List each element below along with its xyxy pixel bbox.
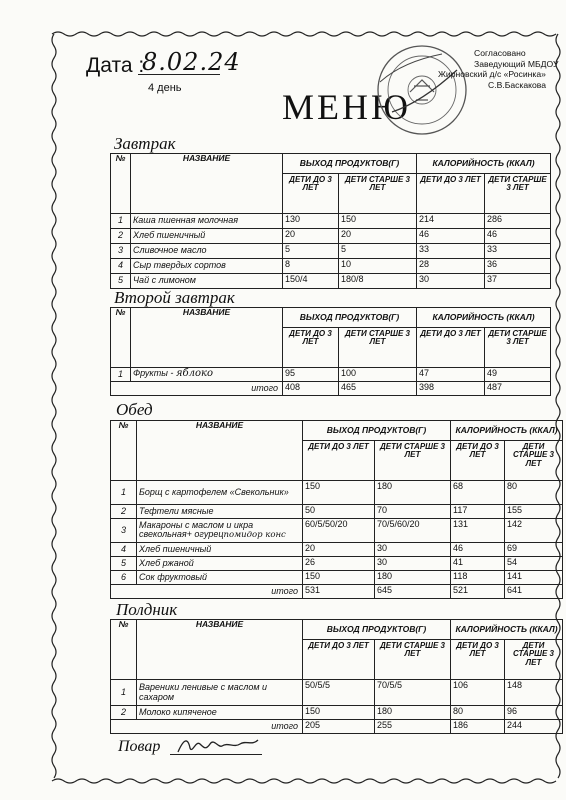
breakfast-table <box>110 153 551 289</box>
calories-over3: 49 <box>485 368 551 382</box>
dish-name: Молоко кипяченое <box>137 706 303 720</box>
row-num: 3 <box>111 244 131 259</box>
calories-under3: 131 <box>451 519 505 543</box>
col-output-over3: ДЕТИ СТАРШЕ 3 ЛЕТ <box>339 174 417 214</box>
col-num-header: № <box>111 154 131 214</box>
output-under3: 50/5/5 <box>303 680 375 706</box>
dish-name: Сыр твердых сортов <box>131 259 283 274</box>
table-row <box>111 519 563 543</box>
col-output-header: ВЫХОД ПРОДУКТОВ(Г) <box>283 154 417 174</box>
total-calories-under3: 521 <box>451 585 505 599</box>
table-row <box>111 229 551 244</box>
output-over3: 150 <box>339 214 417 229</box>
total-output-under3: 408 <box>283 382 339 396</box>
table-row <box>111 706 563 720</box>
output-over3: 180/8 <box>339 274 417 289</box>
calories-under3: 28 <box>417 259 485 274</box>
total-output-over3: 465 <box>339 382 417 396</box>
row-num: 3 <box>111 519 137 543</box>
output-under3: 150 <box>303 571 375 585</box>
col-cal-under3: ДЕТИ ДО 3 ЛЕТ <box>451 441 505 481</box>
total-output-over3: 255 <box>375 720 451 734</box>
col-output-over3: ДЕТИ СТАРШЕ 3 ЛЕТ <box>375 640 451 680</box>
calories-under3: 118 <box>451 571 505 585</box>
col-calories-header: КАЛОРИЙНОСТЬ (ККАЛ) <box>451 421 563 441</box>
dish-name <box>137 519 303 543</box>
total-calories-under3: 186 <box>451 720 505 734</box>
table-row <box>111 368 551 382</box>
output-under3: 150 <box>303 706 375 720</box>
col-name-header: НАЗВАНИЕ <box>137 620 303 680</box>
total-output-under3: 531 <box>303 585 375 599</box>
output-over3: 100 <box>339 368 417 382</box>
total-label: итого <box>111 585 303 599</box>
date-underline <box>138 74 220 75</box>
col-calories-header: КАЛОРИЙНОСТЬ (ККАЛ) <box>451 620 563 640</box>
table-row <box>111 244 551 259</box>
output-under3: 50 <box>303 505 375 519</box>
output-under3: 20 <box>283 229 339 244</box>
calories-under3: 47 <box>417 368 485 382</box>
date-label: Дата : <box>86 54 145 77</box>
table-row <box>111 481 563 505</box>
col-output-header: ВЫХОД ПРОДУКТОВ(Г) <box>283 308 417 328</box>
output-over3: 30 <box>375 557 451 571</box>
col-output-under3: ДЕТИ ДО 3 ЛЕТ <box>303 640 375 680</box>
col-output-under3: ДЕТИ ДО 3 ЛЕТ <box>283 174 339 214</box>
row-num: 1 <box>111 680 137 706</box>
output-over3: 5 <box>339 244 417 259</box>
dish-name-printed: Макароны с маслом и икра свекольная+ огурец <box>139 519 254 540</box>
snack-table <box>110 619 563 734</box>
dish-name: Хлеб пшеничный <box>137 543 303 557</box>
row-num: 4 <box>111 543 137 557</box>
output-over3: 10 <box>339 259 417 274</box>
output-under3: 8 <box>283 259 339 274</box>
total-row <box>111 585 563 599</box>
output-under3: 130 <box>283 214 339 229</box>
dish-name <box>131 368 283 382</box>
table-row <box>111 543 563 557</box>
approval-block <box>438 48 559 90</box>
row-num: 6 <box>111 571 137 585</box>
table-row <box>111 259 551 274</box>
col-output-over3: ДЕТИ СТАРШЕ 3 ЛЕТ <box>375 441 451 481</box>
row-num: 2 <box>111 505 137 519</box>
dish-name: Вареники ленивые с маслом и сахаром <box>137 680 303 706</box>
output-over3: 70/5/60/20 <box>375 519 451 543</box>
total-output-under3: 205 <box>303 720 375 734</box>
approval-line-2: Заведующий МБДОУ <box>474 58 559 69</box>
row-num: 2 <box>111 229 131 244</box>
dish-name: Чай с лимоном <box>131 274 283 289</box>
calories-over3: 37 <box>485 274 551 289</box>
section-title-snack: Полдник <box>116 600 178 619</box>
signature-line <box>170 754 262 755</box>
calories-over3: 46 <box>485 229 551 244</box>
total-calories-over3: 244 <box>505 720 563 734</box>
section-title-lunch: Обед <box>116 400 153 419</box>
lunch-table <box>110 420 563 599</box>
col-calories-header: КАЛОРИЙНОСТЬ (ККАЛ) <box>417 154 551 174</box>
table-row <box>111 571 563 585</box>
row-num: 1 <box>111 481 137 505</box>
col-num-header: № <box>111 308 131 368</box>
row-num: 2 <box>111 706 137 720</box>
output-over3: 70/5/5 <box>375 680 451 706</box>
col-cal-over3: ДЕТИ СТАРШЕ 3 ЛЕТ <box>505 441 563 481</box>
output-over3: 180 <box>375 706 451 720</box>
total-calories-over3: 487 <box>485 382 551 396</box>
table-row <box>111 557 563 571</box>
dish-name-handwritten: яблоко <box>175 368 213 380</box>
col-num-header: № <box>111 620 137 680</box>
approval-line-3: Жирновский д/с «Росинка» <box>438 69 546 80</box>
output-under3: 60/5/50/20 <box>303 519 375 543</box>
date-value-handwritten: 8.02.24 <box>142 48 241 76</box>
calories-under3: 117 <box>451 505 505 519</box>
total-row <box>111 720 563 734</box>
calories-under3: 106 <box>451 680 505 706</box>
row-num: 5 <box>111 557 137 571</box>
row-num: 4 <box>111 259 131 274</box>
dish-name-handwritten: помидор конс <box>223 530 286 541</box>
total-output-over3: 645 <box>375 585 451 599</box>
calories-over3: 80 <box>505 481 563 505</box>
second-breakfast-table <box>110 307 551 396</box>
calories-under3: 41 <box>451 557 505 571</box>
dish-name: Сок фруктовый <box>137 571 303 585</box>
col-cal-under3: ДЕТИ ДО 3 ЛЕТ <box>417 174 485 214</box>
output-over3: 30 <box>375 543 451 557</box>
row-num: 1 <box>111 214 131 229</box>
col-cal-over3: ДЕТИ СТАРШЕ 3 ЛЕТ <box>485 174 551 214</box>
col-name-header: НАЗВАНИЕ <box>131 154 283 214</box>
dish-name: Каша пшенная молочная <box>131 214 283 229</box>
total-label: итого <box>111 382 283 396</box>
total-label: итого <box>111 720 303 734</box>
table-row <box>111 214 551 229</box>
col-output-over3: ДЕТИ СТАРШЕ 3 ЛЕТ <box>339 328 417 368</box>
calories-under3: 30 <box>417 274 485 289</box>
output-under3: 150/4 <box>283 274 339 289</box>
col-cal-over3: ДЕТИ СТАРШЕ 3 ЛЕТ <box>485 328 551 368</box>
dish-name: Хлеб ржаной <box>137 557 303 571</box>
official-stamp-icon <box>372 42 472 138</box>
calories-over3: 142 <box>505 519 563 543</box>
col-name-header: НАЗВАНИЕ <box>131 308 283 368</box>
total-calories-over3: 641 <box>505 585 563 599</box>
calories-over3: 69 <box>505 543 563 557</box>
calories-under3: 68 <box>451 481 505 505</box>
col-calories-header: КАЛОРИЙНОСТЬ (ККАЛ) <box>417 308 551 328</box>
table-row <box>111 274 551 289</box>
col-cal-under3: ДЕТИ ДО 3 ЛЕТ <box>417 328 485 368</box>
col-name-header: НАЗВАНИЕ <box>137 421 303 481</box>
dish-name: Сливочное масло <box>131 244 283 259</box>
row-num: 1 <box>111 368 131 382</box>
col-output-header: ВЫХОД ПРОДУКТОВ(Г) <box>303 421 451 441</box>
output-under3: 26 <box>303 557 375 571</box>
output-over3: 20 <box>339 229 417 244</box>
calories-under3: 33 <box>417 244 485 259</box>
calories-over3: 54 <box>505 557 563 571</box>
output-under3: 150 <box>303 481 375 505</box>
calories-under3: 46 <box>417 229 485 244</box>
calories-over3: 33 <box>485 244 551 259</box>
cook-signature-icon <box>174 734 262 756</box>
col-num-header: № <box>111 421 137 481</box>
output-under3: 20 <box>303 543 375 557</box>
col-cal-over3: ДЕТИ СТАРШЕ 3 ЛЕТ <box>505 640 563 680</box>
col-output-under3: ДЕТИ ДО 3 ЛЕТ <box>303 441 375 481</box>
col-cal-under3: ДЕТИ ДО 3 ЛЕТ <box>451 640 505 680</box>
calories-over3: 96 <box>505 706 563 720</box>
approval-line-1: Согласовано <box>474 48 526 58</box>
table-row <box>111 680 563 706</box>
output-over3: 180 <box>375 571 451 585</box>
dish-name-printed: Фрукты - <box>133 368 174 379</box>
calories-under3: 46 <box>451 543 505 557</box>
output-over3: 70 <box>375 505 451 519</box>
total-calories-under3: 398 <box>417 382 485 396</box>
calories-over3: 155 <box>505 505 563 519</box>
dish-name: Тефтели мясные <box>137 505 303 519</box>
section-title-breakfast: Завтрак <box>114 134 176 153</box>
calories-over3: 148 <box>505 680 563 706</box>
output-over3: 180 <box>375 481 451 505</box>
calories-over3: 286 <box>485 214 551 229</box>
cook-label: Повар <box>118 738 161 755</box>
dish-name: Борщ с картофелем «Свекольник» <box>137 481 303 505</box>
output-under3: 5 <box>283 244 339 259</box>
calories-under3: 214 <box>417 214 485 229</box>
section-title-second-breakfast: Второй завтрак <box>114 288 235 307</box>
output-under3: 95 <box>283 368 339 382</box>
approval-line-4: С.В.Баскакова <box>488 79 547 90</box>
page-title: МЕНЮ <box>282 87 411 127</box>
day-label: 4 день <box>148 82 182 94</box>
row-num: 5 <box>111 274 131 289</box>
table-row <box>111 505 563 519</box>
calories-under3: 80 <box>451 706 505 720</box>
col-output-under3: ДЕТИ ДО 3 ЛЕТ <box>283 328 339 368</box>
col-output-header: ВЫХОД ПРОДУКТОВ(Г) <box>303 620 451 640</box>
calories-over3: 36 <box>485 259 551 274</box>
dish-name: Хлеб пшеничный <box>131 229 283 244</box>
total-row <box>111 382 551 396</box>
calories-over3: 141 <box>505 571 563 585</box>
